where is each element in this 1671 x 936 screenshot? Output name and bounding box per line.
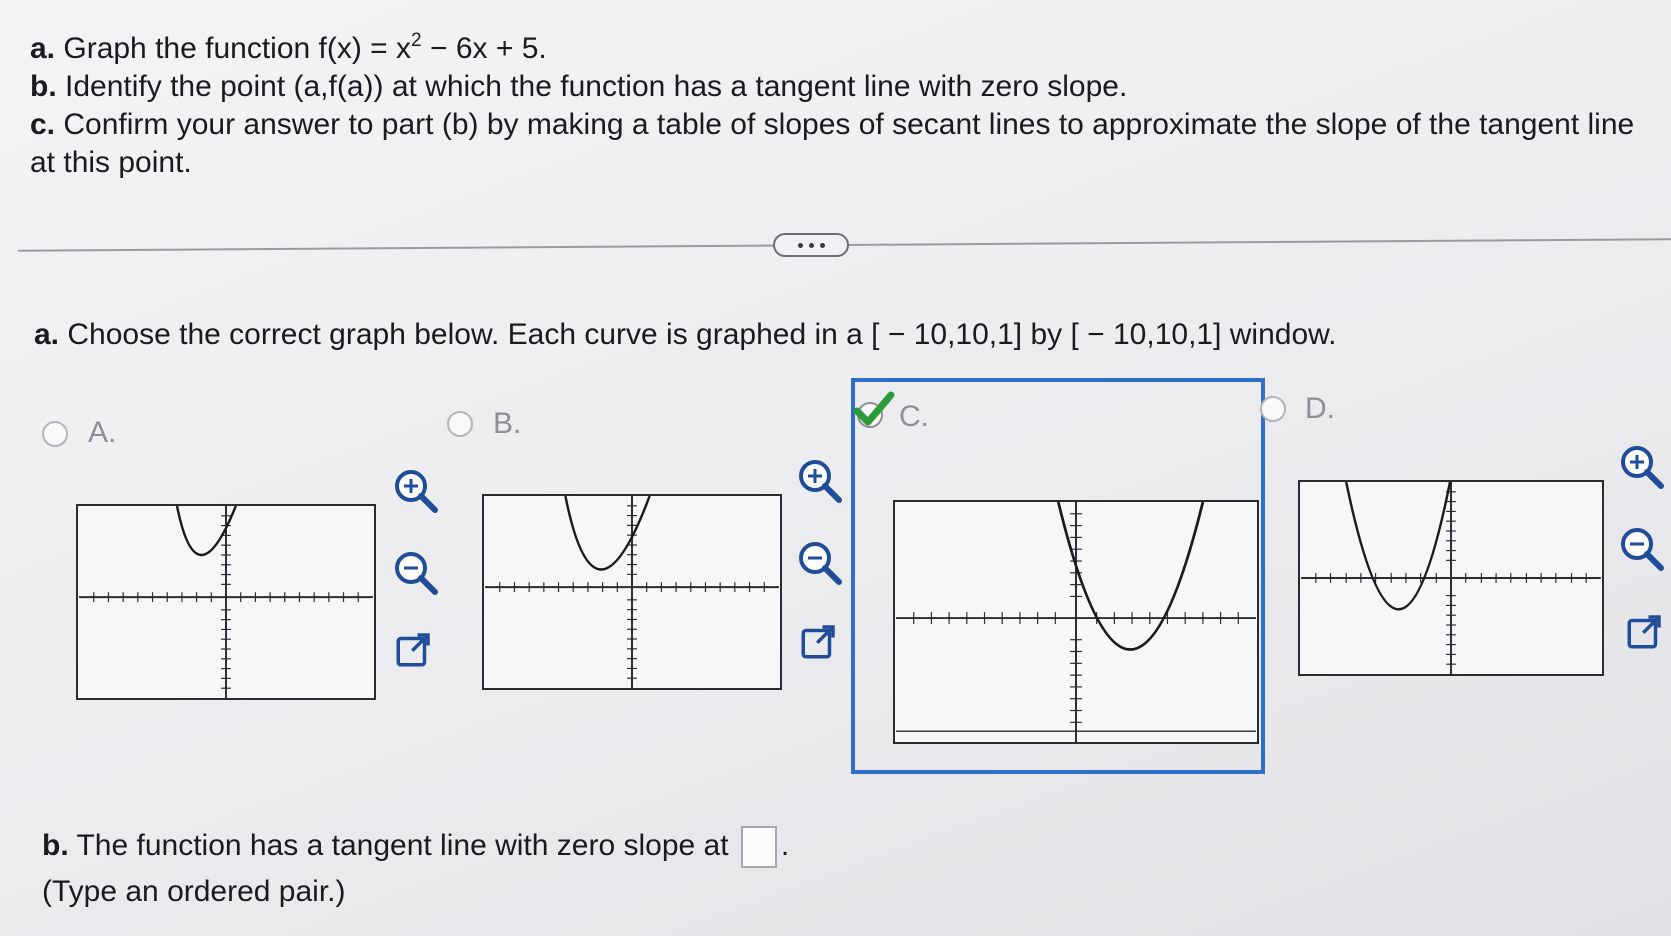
option-a-external-link-icon[interactable] [393,628,435,670]
question-b: b. The function has a tangent line with zero slope at . [42,826,789,868]
option-c-graph-plot [895,502,1257,742]
option-b-graph[interactable] [482,494,782,690]
option-d-zoom-out-icon[interactable] [1617,524,1665,572]
answer-input-box[interactable] [741,826,777,868]
problem-part-b: b. Identify the point (a,f(a)) at which the function has a tangent line with zero slope. [30,70,1128,103]
option-a-label: A. [88,416,117,449]
option-c-label: C. [899,400,929,433]
option-b-label: B. [493,407,522,440]
option-d-graph[interactable] [1298,480,1604,676]
option-d-label: D. [1305,392,1335,425]
problem-part-c: c. Confirm your answer to part (b) by making a table of slopes of secant lines to approximate the slope of the tangent line at this point. [30,108,1635,179]
checkmark-icon [853,391,895,431]
ellipsis-dot [798,243,803,248]
answer-hint: (Type an ordered pair.) [42,875,346,908]
more-options-button[interactable] [773,233,849,257]
radio-option-b[interactable] [447,411,473,437]
option-d-zoom-in-icon[interactable] [1617,442,1665,490]
option-c-graph[interactable] [893,500,1259,744]
option-b-external-link-icon[interactable] [798,620,840,662]
option-b-zoom-out-icon[interactable] [795,538,843,586]
ellipsis-dot [820,243,825,248]
radio-option-a[interactable] [42,421,68,447]
option-b-graph-plot [484,496,780,688]
option-d-graph-plot [1300,482,1602,674]
option-a-zoom-in-icon[interactable] [391,466,439,514]
problem-part-a: a. Graph the function $f(x) = x^2 - 6x + 5$. [30,30,547,65]
option-a-zoom-out-icon[interactable] [391,548,439,596]
radio-option-d[interactable] [1260,396,1286,422]
question-a: a. Choose the correct graph below. Each curve is graphed in a [ − 10,10,1] by [ − 10,10,1] window. [34,318,1337,351]
ellipsis-dot [809,243,814,248]
option-b-zoom-in-icon[interactable] [795,456,843,504]
problem-statement [30,30,1650,182]
option-d-external-link-icon[interactable] [1624,610,1666,652]
option-a-graph[interactable] [76,504,376,700]
option-a-graph-plot [78,506,374,698]
